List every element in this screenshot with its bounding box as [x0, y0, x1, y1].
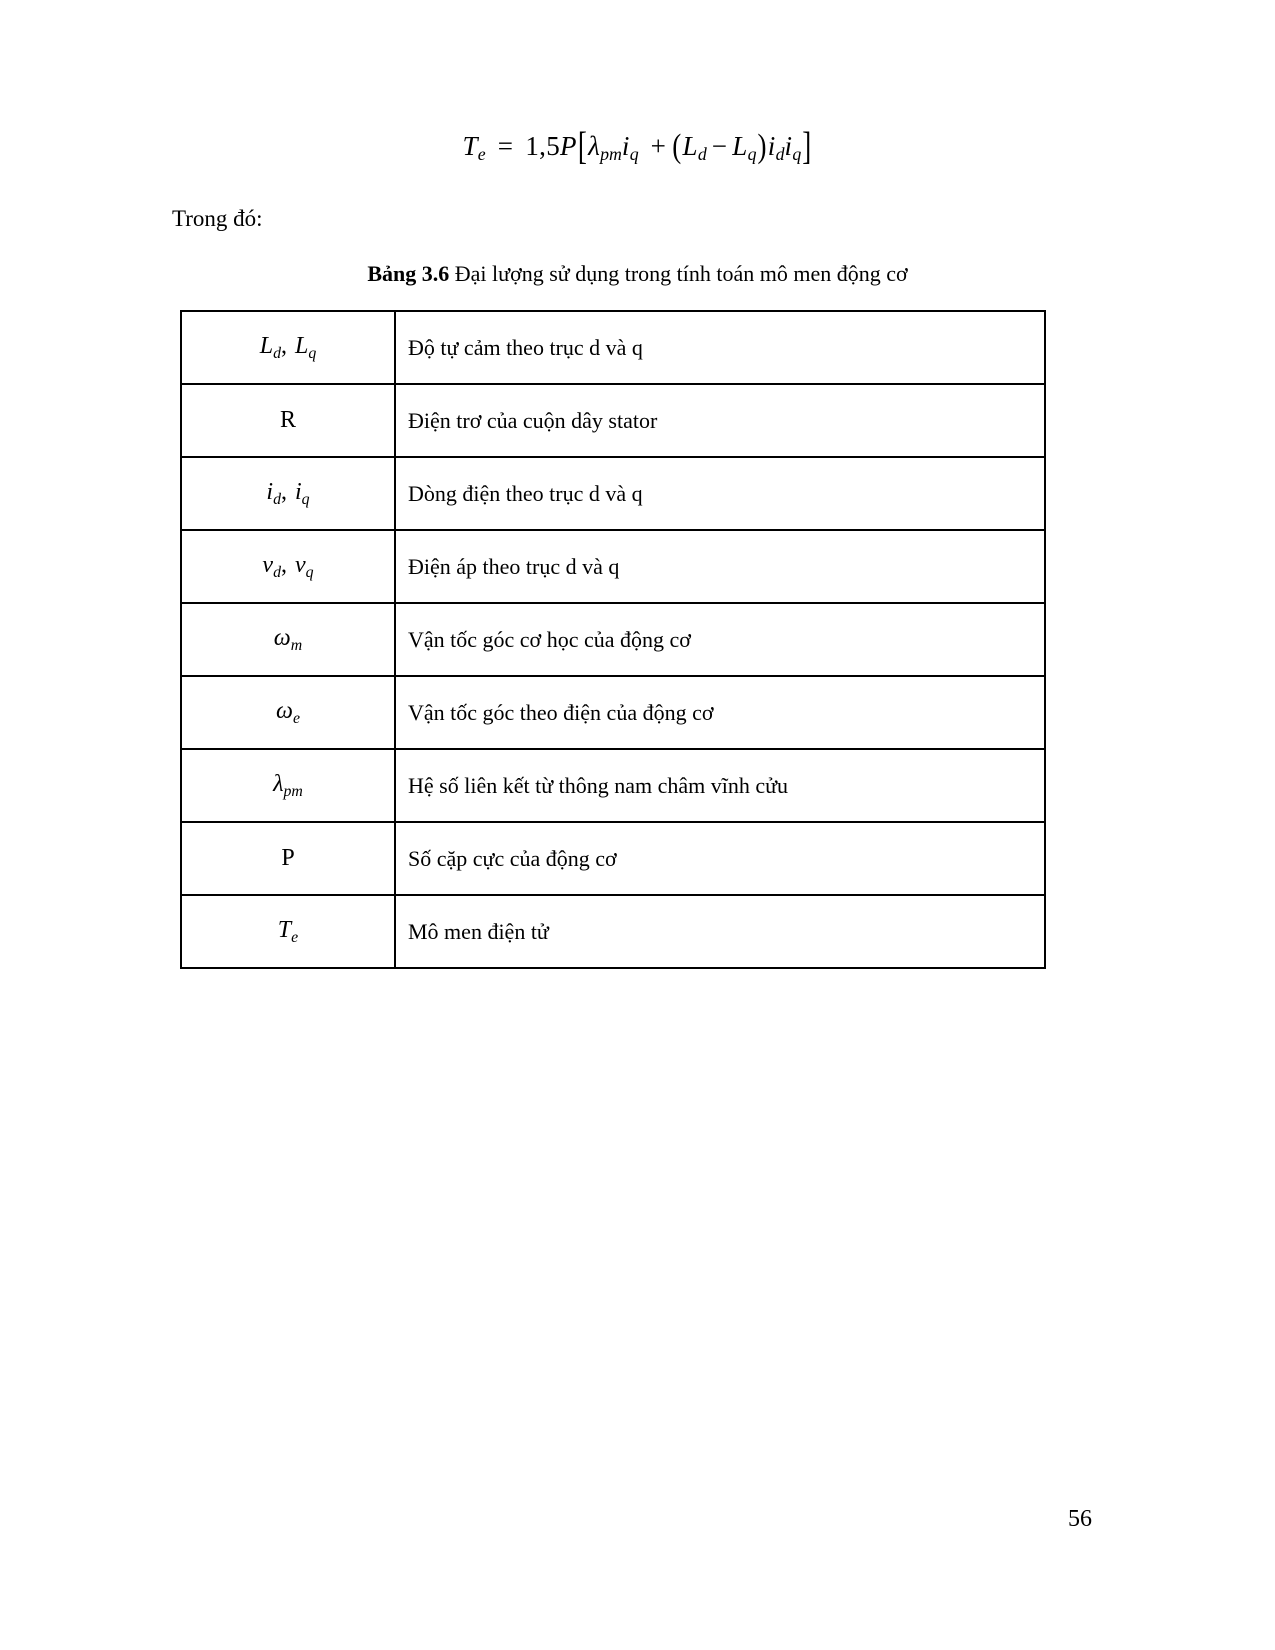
symbol-cell	[181, 749, 395, 822]
equals-sign: =	[497, 131, 514, 161]
symbol: R	[279, 407, 296, 433]
description-cell: Vận tốc góc theo điện của động cơ	[395, 676, 1045, 749]
plus-sign: +	[650, 131, 667, 161]
iq-term: $i_q$	[621, 131, 639, 164]
symbol: $\lambda_{pm}$	[273, 770, 303, 800]
description-cell: Dòng điện theo trục d và q	[395, 457, 1045, 530]
symbol-cell	[181, 530, 395, 603]
symbol-cell	[181, 895, 395, 968]
description-cell: Vận tốc góc cơ học của động cơ	[395, 603, 1045, 676]
table-row	[181, 457, 1045, 530]
symbol-cell	[181, 676, 395, 749]
symbol-cell	[181, 457, 395, 530]
description-cell: Số cặp cực của động cơ	[395, 822, 1045, 895]
symbol: P	[281, 845, 295, 871]
symbol: $v_d$, $v_q$	[262, 551, 314, 581]
lambda-term: $\lambda_{pm}$	[588, 131, 622, 164]
table-body	[181, 311, 1045, 968]
id-term: $i_d$	[767, 131, 785, 164]
torque-equation	[462, 124, 812, 168]
symbol: $\omega_m$	[273, 624, 303, 654]
quantities-table	[180, 310, 1046, 969]
table-row	[181, 749, 1045, 822]
table-row	[181, 895, 1045, 968]
table-row	[181, 530, 1045, 603]
description-cell: Độ tự cảm theo trục d và q	[395, 311, 1045, 384]
bracket-open: [	[577, 124, 588, 168]
Lq-term: $L_q$	[732, 131, 757, 164]
paren-close: )	[757, 127, 767, 165]
equation-lhs: $T_e$	[462, 131, 486, 164]
table-row	[181, 311, 1045, 384]
symbol: $i_d$, $i_q$	[266, 478, 310, 508]
page-number: 56	[1068, 1506, 1092, 1532]
pole-pairs-var: P	[560, 131, 577, 161]
description-cell: Điện trơ của cuộn dây stator	[395, 384, 1045, 457]
equation-block	[0, 124, 1275, 168]
description-cell: Hệ số liên kết từ thông nam châm vĩnh cửu	[395, 749, 1045, 822]
description-cell: Mô men điện tử	[395, 895, 1045, 968]
symbol-cell	[181, 822, 395, 895]
paren-open: (	[672, 127, 682, 165]
coefficient: 1,5	[525, 131, 561, 161]
symbol: $L_d$, $L_q$	[259, 332, 317, 362]
table-row	[181, 822, 1045, 895]
symbol: $\omega_e$	[276, 697, 300, 727]
intro-text: Trong đó:	[172, 206, 263, 231]
symbol: $T_e$	[277, 916, 299, 946]
table-caption	[0, 261, 1275, 287]
caption-text: Đại lượng sử dụng trong tính toán mô men động cơ	[454, 261, 908, 286]
bracket-close: ]	[802, 124, 812, 168]
symbol-cell	[181, 603, 395, 676]
minus-sign: −	[711, 131, 728, 161]
iq2-term: $i_q$	[784, 131, 802, 164]
caption-label: Bảng 3.6	[367, 261, 450, 286]
table-row	[181, 384, 1045, 457]
Ld-term: $L_d$	[682, 131, 707, 164]
description-cell: Điện áp theo trục d và q	[395, 530, 1045, 603]
symbol-cell	[181, 384, 395, 457]
table-row	[181, 676, 1045, 749]
table-row	[181, 603, 1045, 676]
symbol-cell	[181, 311, 395, 384]
